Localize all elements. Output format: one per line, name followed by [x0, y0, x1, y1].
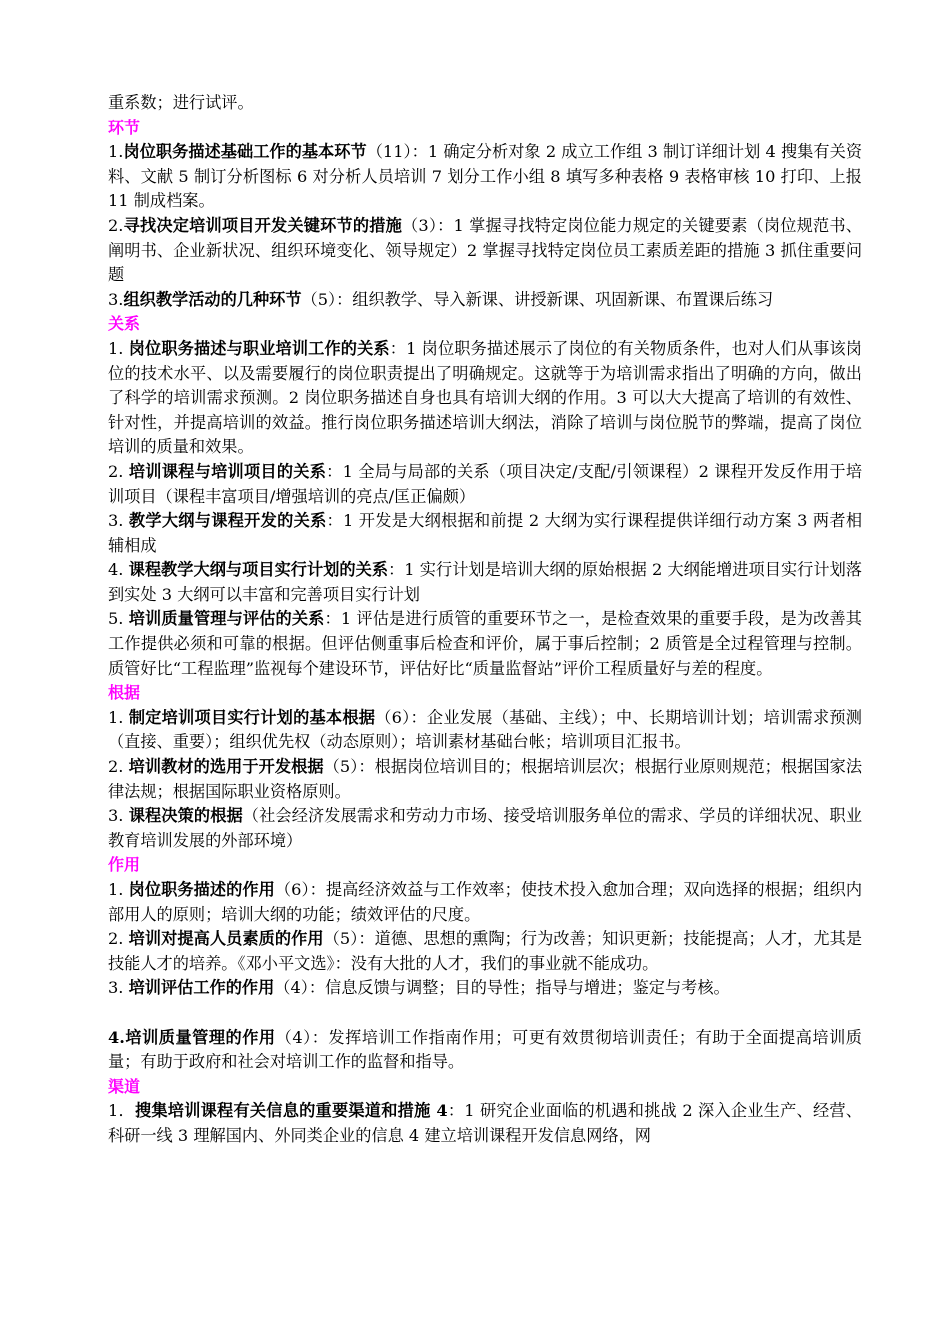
section-heading-huanjie: 环节 [108, 117, 141, 137]
item-number: 3. [108, 289, 124, 309]
section-heading-guanxi: 关系 [108, 314, 141, 334]
list-item [108, 140, 862, 214]
item-title: 岗位职务描述与职业培训工作的关系 [128, 338, 390, 358]
item-number: 2. [108, 929, 129, 949]
item-body: ：1 全局与局部的关系（项目决定/支配/引领课程）2 课程开发反作用于培训项目（课程丰富项目/增强培训的亮点/匡正偏颇） [108, 461, 863, 506]
item-title: 组织教学活动的几种环节 [123, 289, 302, 309]
item-number: 3. [108, 978, 129, 998]
item-body: （3）：1 掌握寻找特定岗位能力规定的关键要素（岗位规范书、阐明书、企业新状况、组织环境变化、领导规定）2 掌握寻找特定岗位员工素质差距的措施 3 抓住重要问题 [108, 215, 862, 285]
item-body: （5）：组织教学、导入新课、讲授新课、巩固新课、布置课后练习 [301, 289, 774, 309]
item-body: （5）：道德、思想的熏陶；行为改善；知识更新；技能提高；人才，尤其是技能人才的培养。《邓小平文选》：没有大批的人才，我们的事业就不能成功。 [108, 929, 863, 973]
item-title: 培训对提高人员素质的作用 [128, 929, 324, 949]
item-number: 2. [108, 757, 129, 777]
item-number: 3. [108, 806, 129, 826]
item-body: ：1 实行计划是培训大纲的原始根据 2 大纲能增进项目实行计划落到实处 3 大纲可以丰富和完善项目实行计划 [108, 560, 862, 604]
item-title: 寻找决定培训项目开发关键环节的措施 [123, 215, 403, 235]
item-title: 岗位职务描述的作用 [128, 880, 275, 899]
list-item [108, 976, 862, 1001]
list-item [108, 706, 862, 755]
item-title: 制定培训项目实行计划的基本根据 [128, 707, 376, 727]
item-number: 1. [108, 142, 124, 162]
list-item [108, 509, 862, 558]
item-body: （6）：企业发展（基础、主线）；中、长期培训计划；培训需求预测（直接、重要）；组织优先权（动态原则）；培训素材基础台帐；培训项目汇报书。 [108, 707, 862, 752]
list-item [108, 927, 862, 976]
blank-line [108, 1001, 862, 1026]
list-item [108, 1026, 862, 1075]
item-number: 1. [108, 338, 129, 358]
list-item [108, 337, 862, 460]
item-body: （4）：发挥培训工作指南作用；可更有效贯彻培训责任；有助于全面提高培训质量；有助于政府和社会对培训工作的监督和指导。 [108, 1027, 862, 1072]
item-number: 5. [108, 609, 129, 629]
item-title: 培训质量管理与评估的关系 [128, 609, 325, 629]
item-body: ：1 岗位职务描述展示了岗位的有关物质条件，也对人们从事该岗位的技术水平、以及需要履行的岗位职责提出了明确规定。这就等于为培训需求指出了明确的方向，做出了科学的培训需求预测。2 岗位职务描述自身也具有培训大纲的作用。3 可以大大提高了培训的有效性、针对性，并提高培训的效益。推行岗位职务描述培训大纲法，消除了培训与岗位脱节的弊端，提高了岗位培训的质量和效果。 [108, 338, 862, 457]
item-title: 培训评估工作的作用 [128, 978, 275, 998]
section-heading-genju: 根据 [108, 683, 141, 703]
list-item [108, 607, 862, 681]
item-number: 2. [108, 461, 129, 481]
item-body: （5）：根据岗位培训目的；根据培训层次；根据行业原则规范；根据国家法律法规；根据国际职业资格原则。 [108, 757, 863, 801]
list-item [108, 460, 862, 509]
item-title: 搜集培训课程有关信息的重要渠道和措施 4 [134, 1101, 448, 1121]
list-item [108, 214, 862, 288]
item-title: 岗位职务描述基础工作的基本环节 [123, 142, 367, 162]
item-title: 课程决策的根据 [128, 806, 243, 826]
item-number: 3. [108, 511, 129, 531]
list-item [108, 804, 862, 853]
list-item [108, 755, 862, 804]
list-item [108, 878, 862, 927]
item-number: 2. [108, 215, 124, 235]
list-item [108, 558, 862, 607]
item-body: （社会经济发展需求和劳动力市场、接受培训服务单位的需求、学员的详细状况、职业教育培训发展的外部环境） [108, 806, 863, 850]
item-title: 课程教学大纲与项目实行计划的关系 [128, 560, 389, 580]
item-number: 4. [108, 1027, 125, 1047]
item-number: 1. [108, 707, 129, 727]
list-item [108, 1099, 862, 1148]
item-number: 1． [108, 1101, 135, 1121]
item-number: 1. [108, 880, 129, 899]
item-body: ：1 研究企业面临的机遇和挑战 2 深入企业生产、经营、科研一线 3 理解国内、外同类企业的信息 4 建立培训课程开发信息网络，网 [108, 1101, 862, 1145]
item-number: 4. [108, 560, 129, 580]
item-body: （11）：1 确定分析对象 2 成立工作组 3 制订详细计划 4 搜集有关资料、文献 5 制订分析图标 6 对分析人员培训 7 划分工作小组 8 填写多种表格 9 表格审核 10 打印、上报 11 制成档案。 [108, 142, 863, 211]
intro-text: 重系数；进行试评。 [108, 93, 254, 112]
item-body: ：1 开发是大纲根据和前提 2 大纲为实行课程提供详细行动方案 3 两者相辅相成 [108, 511, 863, 555]
item-title: 培训课程与培训项目的关系 [128, 461, 327, 481]
item-title: 教学大纲与课程开发的关系 [128, 511, 327, 531]
item-body: ：1 评估是进行质管的重要环节之一，是检查效果的重要手段，是为改善其工作提供必须和可靠的根据。但评估侧重事后检查和评价，属于事后控制；2 质管是全过程管理与控制。质管好比“工程监理”监视每个建设环节，评估好比“质量监督站”评价工程质量好与差的程度。 [108, 609, 862, 678]
list-item [108, 288, 862, 313]
item-body: （4）：信息反馈与调整；目的导性；指导与增进；鉴定与考核。 [274, 978, 730, 998]
section-heading-zuoyong: 作用 [108, 855, 141, 875]
item-title: 培训教材的选用于开发根据 [128, 757, 324, 777]
item-body: （6）：提高经济效益与工作效率；使技术投入愈加合理；双向选择的根据；组织内部用人的原则；培训大纲的功能；绩效评估的尺度。 [108, 880, 863, 924]
section-heading-qudao: 渠道 [108, 1076, 141, 1096]
item-title: 培训质量管理的作用 [124, 1027, 276, 1047]
